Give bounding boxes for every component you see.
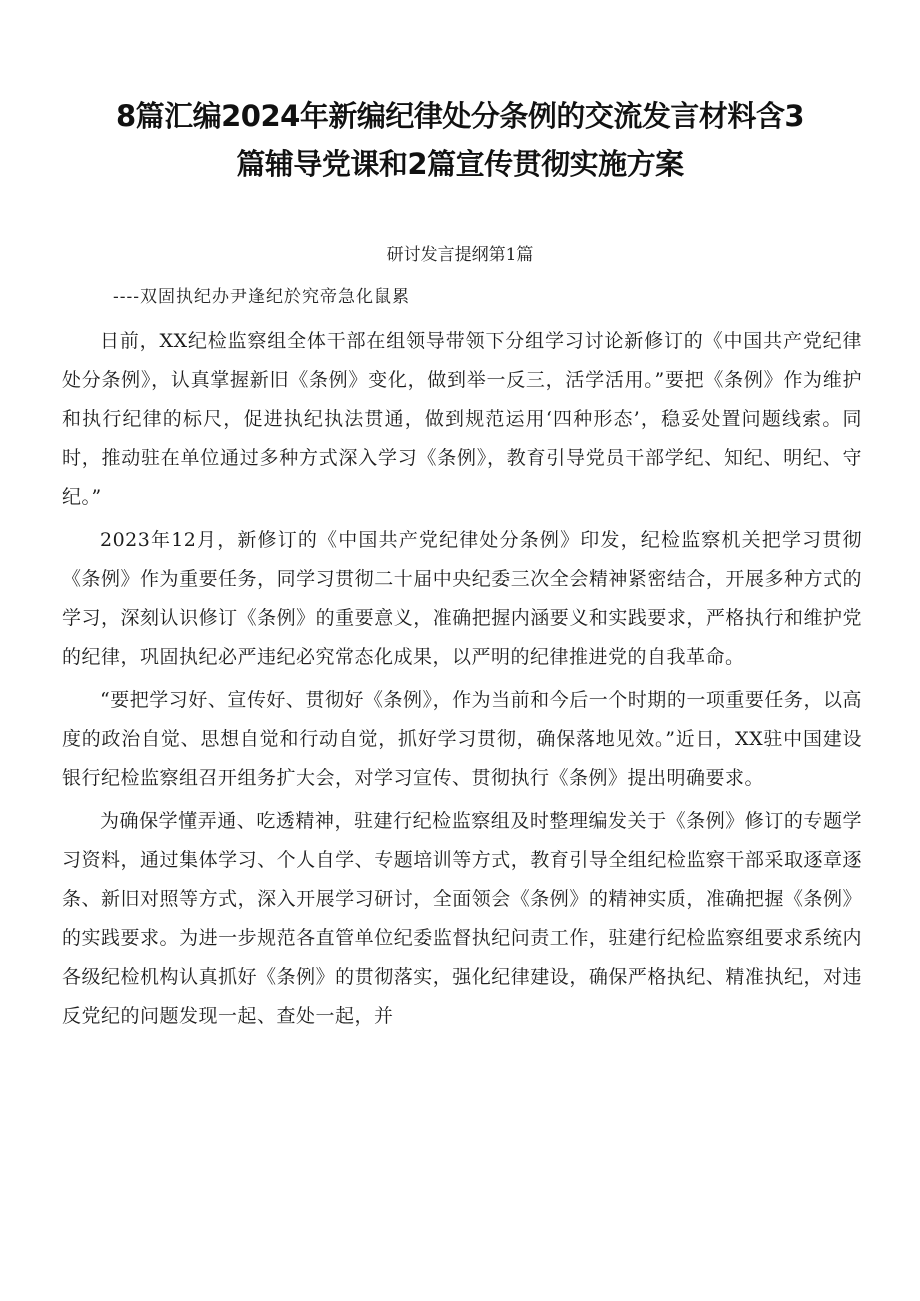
body-text — [62, 322, 862, 1036]
paragraph: 2023年12月，新修订的《中国共产党纪律处分条例》印发，纪检监察机关把学习贯彻《条例》作为重要任务，同学习贯彻二十届中央纪委三次全会精神紧密结合，开展多种方式的学习，深刻认识修订《条例》的重要意义，准确把握内涵要义和实践要求，严格执行和维护党的纪律，巩固执纪必严违纪必究常态化成果，以严明的纪律推进党的自我革命。 — [62, 529, 862, 668]
section-subtitle: ----双固执纪办尹逢纪於究帝急化鼠累 — [113, 287, 410, 307]
document-title — [80, 92, 840, 188]
document-title-line-2: 篇辅导党课和2篇宣传贯彻实施方案 — [236, 147, 684, 181]
document-title-line-1: 8篇汇编2024年新编纪律处分条例的交流发言材料含3 — [115, 99, 805, 133]
paragraph: “要把学习好、宣传好、贯彻好《条例》，作为当前和今后一个时期的一项重要任务，以高度的政治自觉、思想自觉和行动自觉，抓好学习贯彻，确保落地见效。”近日，XX驻中国建设银行纪检监察组召开组务扩大会，对学习宣传、贯彻执行《条例》提出明确要求。 — [62, 689, 862, 789]
paragraph: 日前，XX纪检监察组全体干部在组领导带领下分组学习讨论新修订的《中国共产党纪律处分条例》，认真掌握新旧《条例》变化，做到举一反三，活学活用。”要把《条例》作为维护和执行纪律的标尺，促进执纪执法贯通，做到规范运用‘四种形态’，稳妥处置问题线索。同时，推动驻在单位通过多种方式深入学习《条例》，教育引导党员干部学纪、知纪、明纪、守纪。” — [62, 330, 862, 508]
paragraph: 为确保学懂弄通、吃透精神，驻建行纪检监察组及时整理编发关于《条例》修订的专题学习资料，通过集体学习、个人自学、专题培训等方式，教育引导全组纪检监察干部采取逐章逐条、新旧对照等方式，深入开展学习研讨，全面领会《条例》的精神实质，准确把握《条例》的实践要求。为进一步规范各直管单位纪委监督执纪问责工作，驻建行纪检监察组要求系统内各级纪检机构认真抓好《条例》的贯彻落实，强化纪律建设，确保严格执纪、精准执纪，对违反党纪的问题发现一起、查处一起，并 — [62, 810, 862, 1027]
section-heading: 研讨发言提纲第1篇 — [386, 245, 534, 265]
